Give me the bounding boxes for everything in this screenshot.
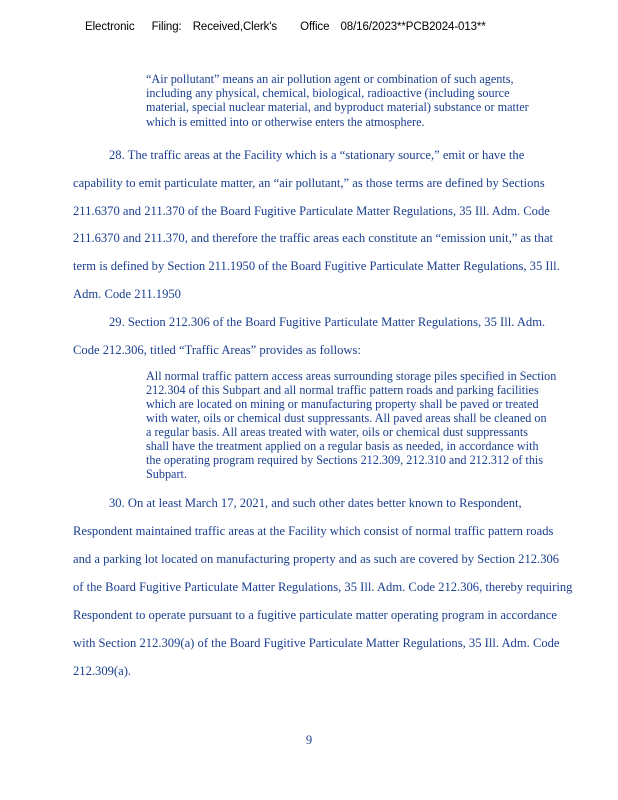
header-filing: Filing:	[151, 21, 182, 33]
quote-traffic-areas-line-4: with water, oils or chemical dust suppressants. All paved areas shall be cleaned on	[146, 411, 547, 425]
para-28-line-2: capability to emit particulate matter, an “air pollutant,” as those terms are defined by Sections	[73, 176, 545, 190]
header-office: Office	[300, 21, 330, 33]
quote-traffic-areas-line-3: which are located on mining or manufacturing property shall be paved or treated	[146, 397, 539, 411]
quote-traffic-areas-line-7: the operating program required by Sections 212.309, 212.310 and 212.312 of this	[146, 453, 544, 467]
para-30-line-3: and a parking lot located on manufacturing property and as such are covered by Section 212.306	[73, 552, 560, 566]
quote-air-pollutant-line-3: material, special nuclear material, and byproduct material) substance or matter	[146, 100, 529, 114]
quote-traffic-areas-line-6: shall have the treatment applied on a regular basis as needed, in accordance with	[146, 439, 539, 453]
para-29-line-1: 29. Section 212.306 of the Board Fugitive Particulate Matter Regulations, 35 Ill. Adm.	[109, 315, 546, 329]
para-29-line-2: Code 212.306, titled “Traffic Areas” provides as follows:	[73, 343, 361, 357]
page-number: 9	[305, 733, 313, 747]
header-date-docket: 08/16/2023**PCB2024-013**	[340, 21, 486, 33]
para-28-line-4: 211.6370 and 211.370, and therefore the traffic areas each constitute an “emission unit,” as that	[73, 231, 554, 245]
para-28-line-3: 211.6370 and 211.370 of the Board Fugitive Particulate Matter Regulations, 35 Ill. Adm. Code	[73, 204, 550, 218]
quote-air-pollutant-line-4: which is emitted into or otherwise enters the atmosphere.	[146, 115, 425, 129]
para-30-line-7: 212.309(a).	[73, 664, 132, 678]
quote-traffic-areas-line-2: 212.304 of this Subpart and all normal traffic pattern roads and parking facilities	[146, 383, 539, 397]
para-30-line-4: of the Board Fugitive Particulate Matter Regulations, 35 Ill. Adm. Code 212.306, thereby requiring	[73, 580, 573, 594]
header-received: Received,Clerk's	[192, 21, 278, 33]
para-30-line-5: Respondent to operate pursuant to a fugitive particulate matter operating program in accordance	[73, 608, 557, 622]
quote-traffic-areas-line-8: Subpart.	[146, 467, 187, 481]
quote-traffic-areas-line-1: All normal traffic pattern access areas surrounding storage piles specified in Section	[146, 369, 557, 383]
header-electronic: Electronic	[85, 21, 135, 33]
para-28-line-5: term is defined by Section 211.1950 of the Board Fugitive Particulate Matter Regulations, 35 Ill.	[73, 259, 560, 273]
quote-air-pollutant-line-2: including any physical, chemical, biological, radioactive (including source	[146, 86, 510, 100]
para-30-line-2: Respondent maintained traffic areas at the Facility which consist of normal traffic pattern roads	[73, 524, 554, 538]
quote-air-pollutant-line-1: “Air pollutant” means an air pollution agent or combination of such agents,	[146, 72, 514, 86]
filing-header	[85, 21, 486, 33]
para-28-line-1: 28. The traffic areas at the Facility which is a “stationary source,” emit or have the	[109, 148, 525, 162]
para-30-line-1: 30. On at least March 17, 2021, and such other dates better known to Respondent,	[109, 496, 522, 510]
quote-traffic-areas-line-5: a regular basis. All areas treated with water, oils or chemical dust suppressants	[146, 425, 528, 439]
para-30-line-6: with Section 212.309(a) of the Board Fugitive Particulate Matter Regulations, 35 Ill. Adm. Code	[73, 636, 560, 650]
para-28-line-6: Adm. Code 211.1950	[73, 287, 181, 301]
